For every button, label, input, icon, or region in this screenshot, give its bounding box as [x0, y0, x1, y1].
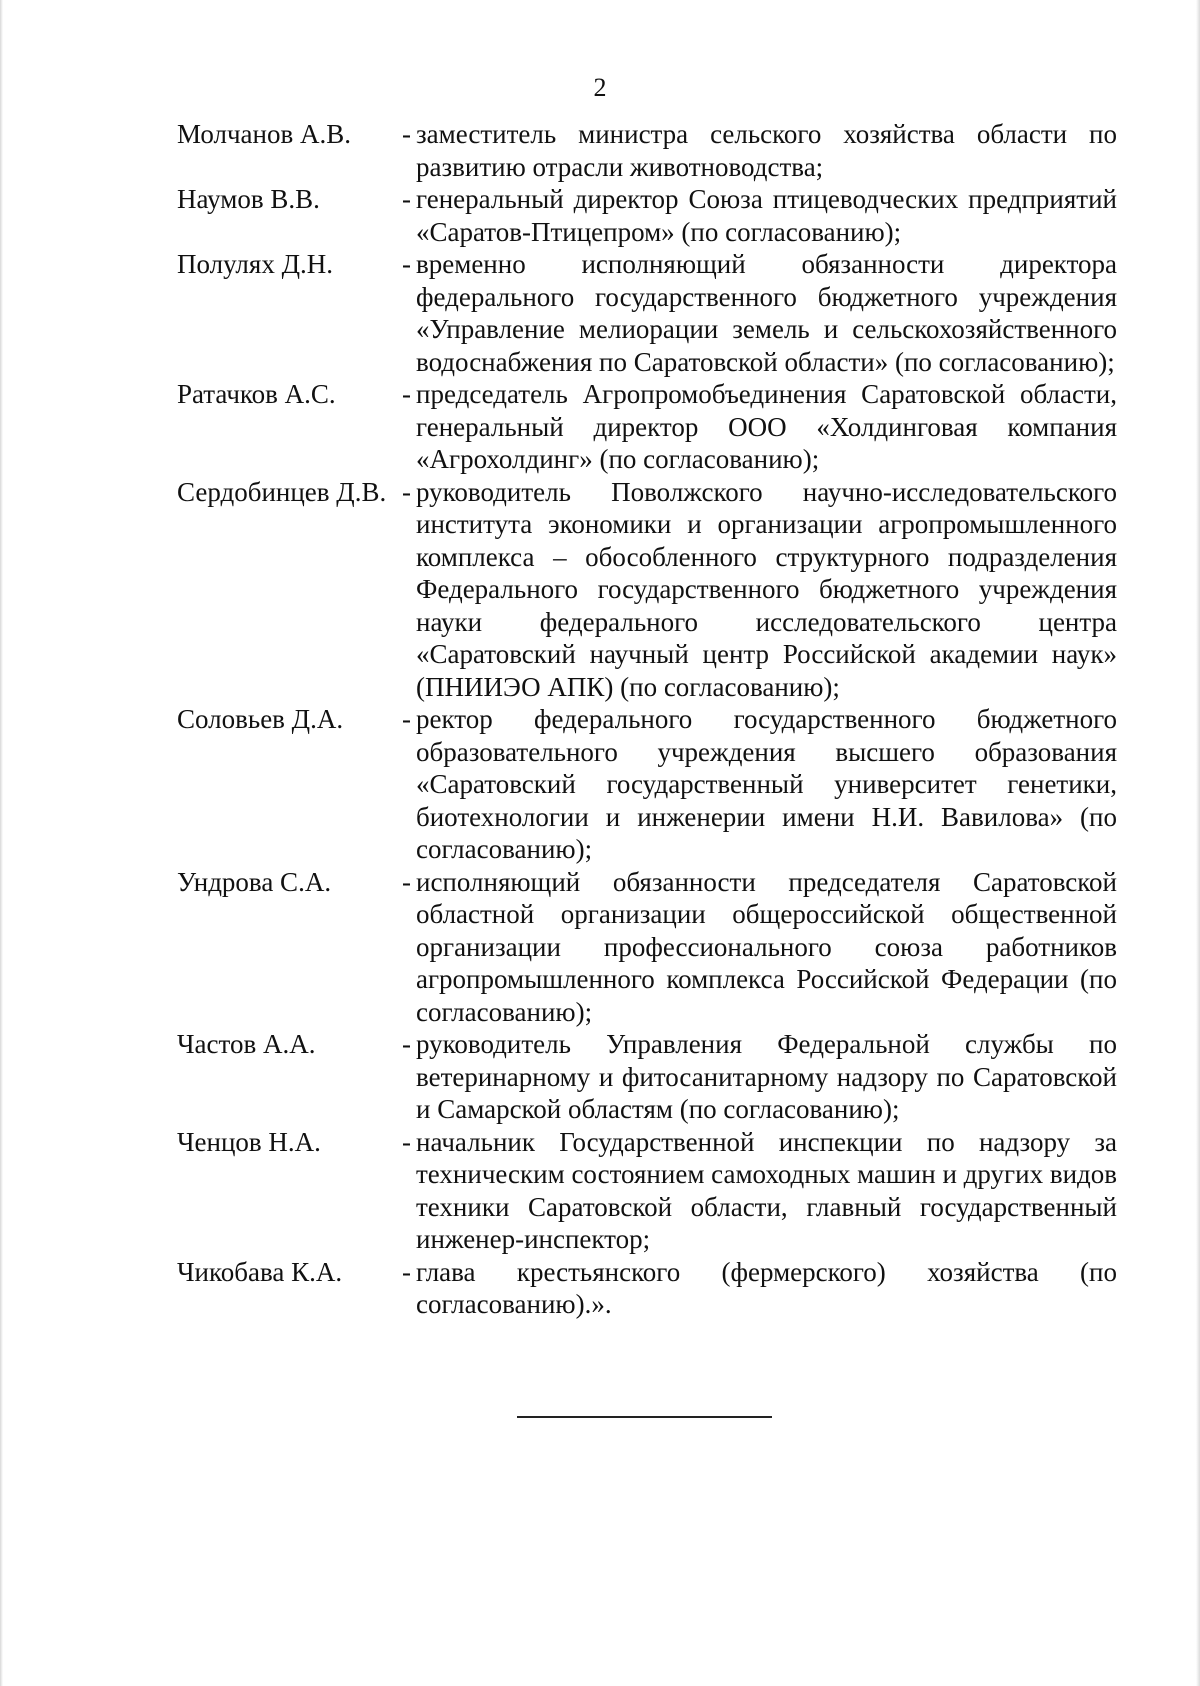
member-entry	[177, 1028, 1117, 1126]
member-description: начальник Государственной инспекции по надзору за техническим состоянием самоходных машин и других видов техники Саратовской области, главный государственный инженер-инспектор;	[416, 1126, 1117, 1254]
member-entry	[177, 118, 1117, 183]
member-name: Соловьев Д.А.	[177, 704, 344, 734]
member-description: глава крестьянского (фермерского) хозяйства (по согласованию).».	[416, 1256, 1117, 1319]
scan-edge-right	[1196, 0, 1200, 1686]
member-name: Ундрова С.А.	[177, 866, 332, 897]
member-description: временно исполняющий обязанности директора федерального государственного бюджетного учреждения «Управление мелиорации земель и сельскохозяйственного водоснабжения по Саратовской области» (по согласованию);	[416, 249, 1117, 377]
member-entry	[177, 248, 1117, 378]
member-description: генеральный директор Союза птицеводческих предприятий «Саратов-Птицепром» (по согласованию);	[416, 184, 1117, 247]
member-entry	[177, 378, 1117, 476]
member-entry	[177, 1256, 1117, 1321]
member-description: исполняющий обязанности председателя Саратовской областной организации общероссийской общественной организации профессионального союза работников агропромышленного комплекса Российской Федерации (по согласованию);	[416, 866, 1117, 1027]
member-description: руководитель Поволжского научно-исследовательского института экономики и организации агропромышленного комплекса – обособленного структурного подразделения Федерального государственного бюджетного учреждения науки федерального исследовательского центра «Саратовский научный центр Российской академии наук» (ПНИИЭО АПК) (по согласованию);	[416, 476, 1117, 702]
member-dash: -	[402, 1029, 411, 1059]
scan-edge-left	[0, 0, 3, 1686]
member-name: Молчанов А.В.	[177, 119, 351, 149]
member-dash: -	[402, 1256, 411, 1287]
member-name: Ченцов Н.А.	[177, 1126, 321, 1157]
member-entry	[177, 866, 1117, 1029]
member-dash: -	[402, 704, 411, 734]
member-entry	[177, 1126, 1117, 1256]
page-number: 2	[593, 73, 607, 102]
member-entry	[177, 476, 1117, 704]
member-description: председатель Агропромобъединения Саратовской области, генеральный директор ООО «Холдинговая компания «Агрохолдинг» (по согласованию);	[416, 379, 1117, 474]
member-name: Ратачков А.С.	[177, 379, 336, 409]
member-name: Чикобава К.А.	[177, 1256, 343, 1287]
member-name: Наумов В.В.	[177, 184, 320, 214]
member-dash: -	[402, 1126, 411, 1157]
member-dash: -	[402, 379, 411, 409]
member-description: руководитель Управления Федеральной службы по ветеринарному и фитосанитарному надзору по Саратовской и Самарской областям (по согласованию);	[416, 1029, 1117, 1124]
member-description: ректор федерального государственного бюджетного образовательного учреждения высшего образования «Саратовский государственный университет генетики, биотехнологии и инженерии имени Н.И. Вавилова» (по согласованию);	[416, 704, 1117, 864]
member-dash: -	[402, 866, 411, 897]
member-description: заместитель министра сельского хозяйства области по развитию отрасли животноводства;	[416, 119, 1117, 182]
member-name: Полулях Д.Н.	[177, 249, 333, 279]
member-dash: -	[402, 476, 411, 507]
member-name: Сердобинцев Д.В.	[177, 476, 387, 507]
member-name: Частов А.А.	[177, 1029, 316, 1059]
member-dash: -	[402, 184, 411, 214]
end-separator-line	[517, 1416, 772, 1418]
member-entry	[177, 703, 1117, 866]
member-dash: -	[402, 119, 411, 149]
member-dash: -	[402, 249, 411, 279]
member-entry	[177, 183, 1117, 248]
members-list	[177, 118, 1117, 1321]
